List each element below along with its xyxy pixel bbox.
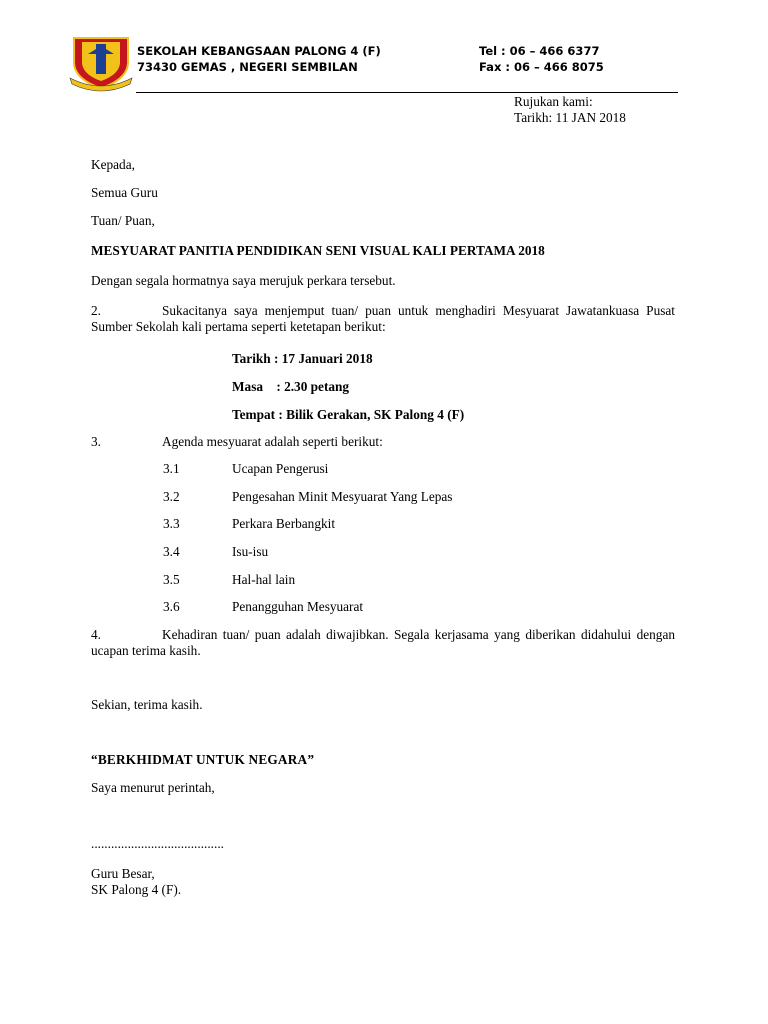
meeting-time: Masa : 2.30 petang <box>232 379 350 394</box>
school-name: SEKOLAH KEBANGSAAN PALONG 4 (F) <box>137 44 381 58</box>
paragraph-number: 2. <box>91 303 101 318</box>
motto: “BERKHIDMAT UNTUK NEGARA” <box>91 752 315 767</box>
paragraph-text: Kehadiran tuan/ puan adalah diwajibkan. Segala kerjasama yang diberikan didahului dengan ucapan terima kasih. <box>91 627 675 658</box>
meeting-date: Tarikh : 17 Januari 2018 <box>232 351 373 366</box>
letter-subject: MESYUARAT PANITIA PENDIDIKAN SENI VISUAL KALI PERTAMA 2018 <box>91 243 545 258</box>
salutation: Tuan/ Puan, <box>91 213 155 228</box>
agenda-item-number: 3.4 <box>163 544 180 559</box>
agenda-item-text: Ucapan Pengerusi <box>232 461 329 476</box>
school-crest-icon <box>68 32 134 92</box>
paragraph-2 <box>91 303 675 335</box>
paragraph-3-text: Agenda mesyuarat adalah seperti berikut: <box>162 434 383 449</box>
recipient-label: Kepada, <box>91 157 135 172</box>
agenda-item-number: 3.1 <box>163 461 180 476</box>
closing-order: Saya menurut perintah, <box>91 780 215 795</box>
agenda-item-text: Pengesahan Minit Mesyuarat Yang Lepas <box>232 489 453 504</box>
letter-date: Tarikh: 11 JAN 2018 <box>514 110 626 125</box>
signature-line: ........................................ <box>91 836 224 851</box>
paragraph-3-number: 3. <box>91 434 101 449</box>
school-tel: Tel : 06 – 466 6377 <box>479 44 600 58</box>
meeting-place: Tempat : Bilik Gerakan, SK Palong 4 (F) <box>232 407 465 422</box>
school-fax: Fax : 06 – 466 8075 <box>479 60 604 74</box>
reference-number: Rujukan kami: <box>514 94 593 109</box>
agenda-item-number: 3.6 <box>163 599 180 614</box>
agenda-item-number: 3.3 <box>163 516 180 531</box>
agenda-item-text: Isu-isu <box>232 544 269 559</box>
paragraph-4 <box>91 627 675 659</box>
intro-text: Dengan segala hormatnya saya merujuk perkara tersebut. <box>91 273 396 288</box>
paragraph-number: 4. <box>91 627 101 642</box>
paragraph-text: Sukacitanya saya menjemput tuan/ puan untuk menghadiri Mesyuarat Jawatankuasa Pusat Sumber Sekolah kali pertama seperti ketetapan berikut: <box>91 303 675 334</box>
agenda-item-number: 3.2 <box>163 489 180 504</box>
recipient: Semua Guru <box>91 185 158 200</box>
agenda-item-number: 3.5 <box>163 572 180 587</box>
signatory-title: Guru Besar, <box>91 866 155 881</box>
agenda-item-text: Hal-hal lain <box>232 572 296 587</box>
closing-thanks: Sekian, terima kasih. <box>91 697 203 712</box>
school-address: 73430 GEMAS , NEGERI SEMBILAN <box>137 60 358 74</box>
agenda-item-text: Perkara Berbangkit <box>232 516 336 531</box>
header-divider <box>136 92 678 93</box>
agenda-item-text: Penangguhan Mesyuarat <box>232 599 364 614</box>
signatory-school: SK Palong 4 (F). <box>91 882 182 897</box>
